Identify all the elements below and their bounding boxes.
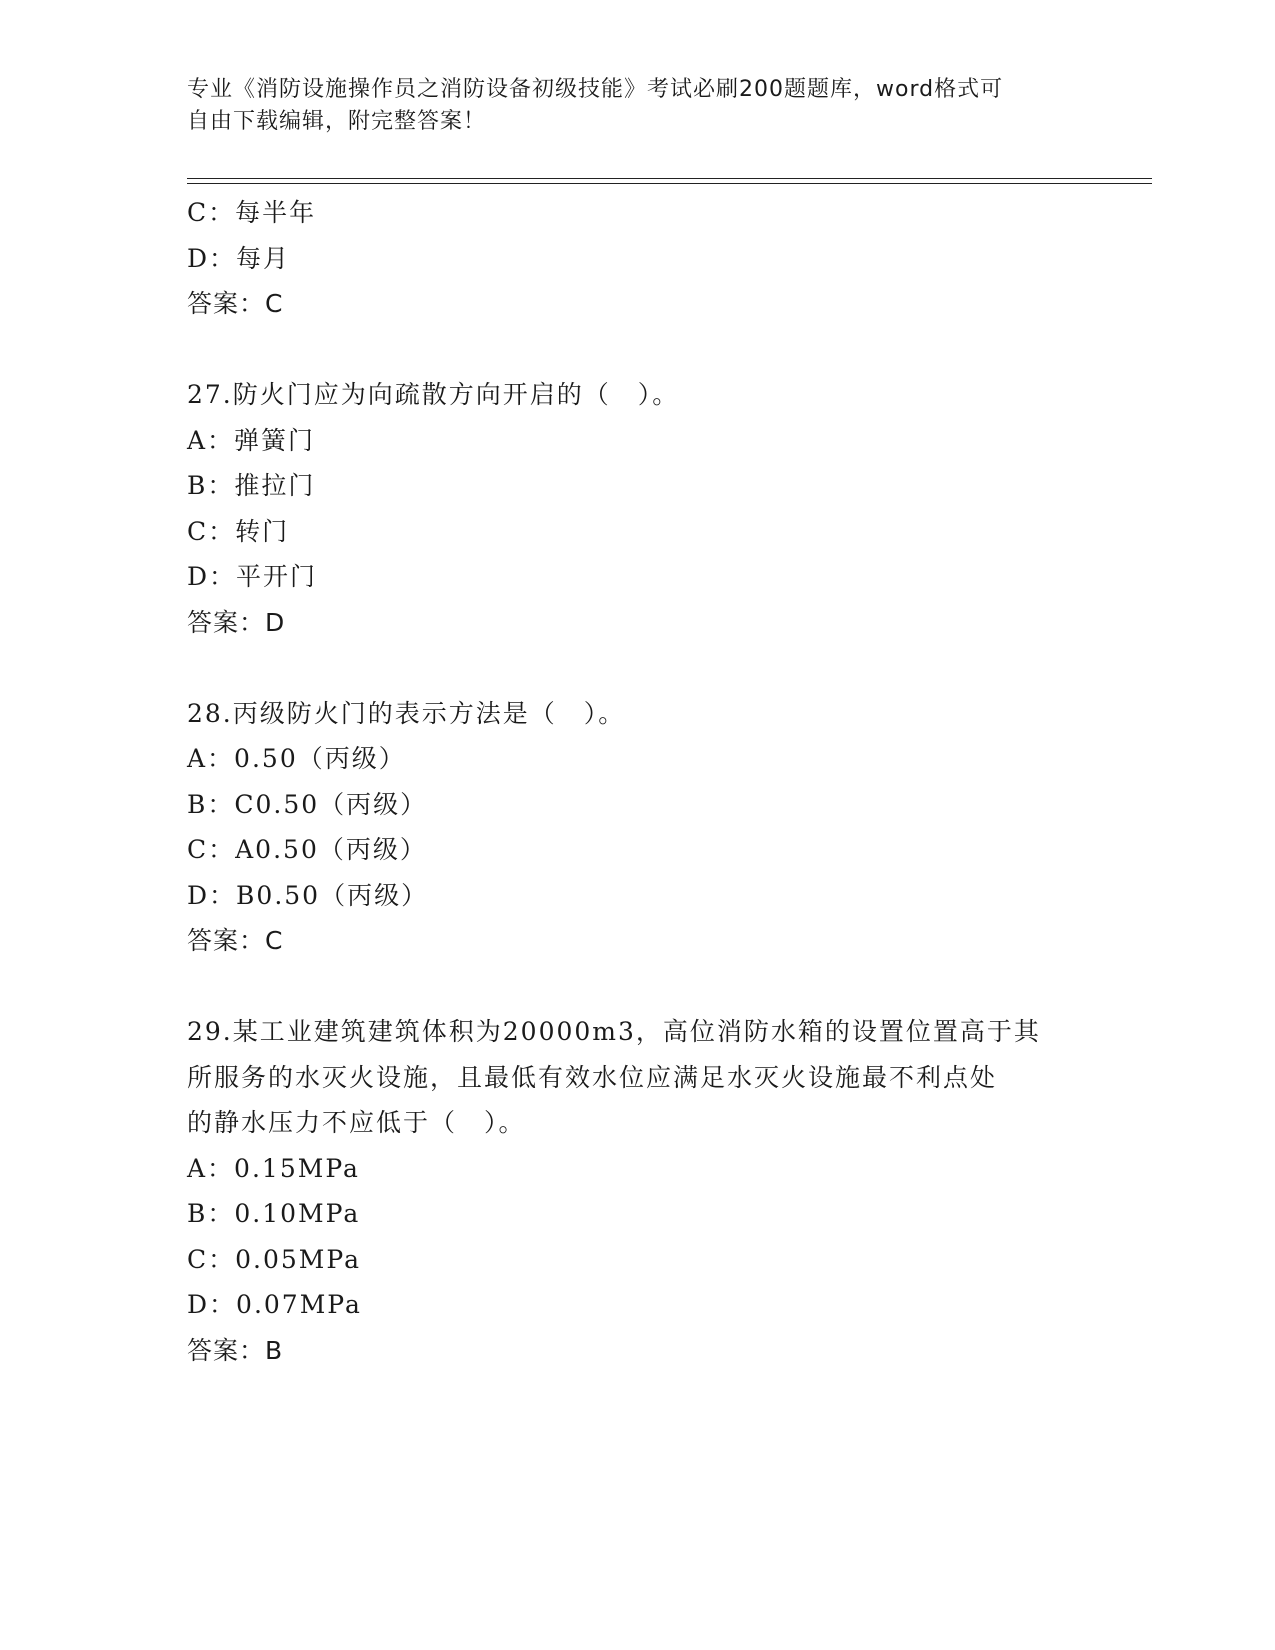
option-d: D：0.07MPa [187,1290,362,1319]
option-c: C：0.05MPa [187,1244,361,1274]
answer: 答案：B [187,1335,284,1365]
answer: 答案：D [187,607,286,637]
option-a: A：0.50（丙级） [187,744,406,773]
question-stem-line-1: 29.某工业建筑建筑体积为20000m3，高位消防水箱的设置位置高于其 [187,1017,1041,1046]
question-29 [187,1009,1067,1373]
option-b: B：推拉门 [187,471,316,500]
option-b: B：0.10MPa [187,1199,361,1228]
option-a: A：弹簧门 [187,425,316,455]
option-d: D：平开门 [187,562,318,591]
option-a: A：0.15MPa [187,1153,360,1183]
question-stem-line-3: 的静水压力不应低于（ ）。 [187,1108,526,1137]
option-d: D：B0.50（丙级） [187,880,429,910]
spacer [187,964,1067,1010]
question-27 [187,372,1067,645]
option-c: C：转门 [187,516,290,546]
spacer [187,327,1067,373]
question-stem: 27.防火门应为向疏散方向开启的（ ）。 [187,380,680,409]
question-stem: 28.丙级防火门的表示方法是（ ）。 [187,698,626,728]
header-divider-bottom [187,183,1152,184]
question-stem-line-2: 所服务的水灭火设施，且最低有效水位应满足水灭火设施最不利点处 [187,1062,998,1092]
answer: 答案：C [187,926,284,955]
document-header [187,74,1067,138]
option-b: B：C0.50（丙级） [187,789,428,819]
question-26-continued [187,190,1067,327]
header-line-1: 专业《消防设施操作员之消防设备初级技能》考试必刷200题题库，word格式可 [187,77,1004,102]
spacer [187,645,1067,691]
question-28 [187,691,1067,964]
header-line-2: 自由下载编辑，附完整答案！ [187,109,487,134]
option-c: C：每半年 [187,198,317,227]
option-d: D：每月 [187,243,291,273]
header-divider-top [187,178,1152,179]
question-list [187,190,1067,1373]
option-c: C：A0.50（丙级） [187,835,427,864]
answer: 答案：C [187,289,284,318]
